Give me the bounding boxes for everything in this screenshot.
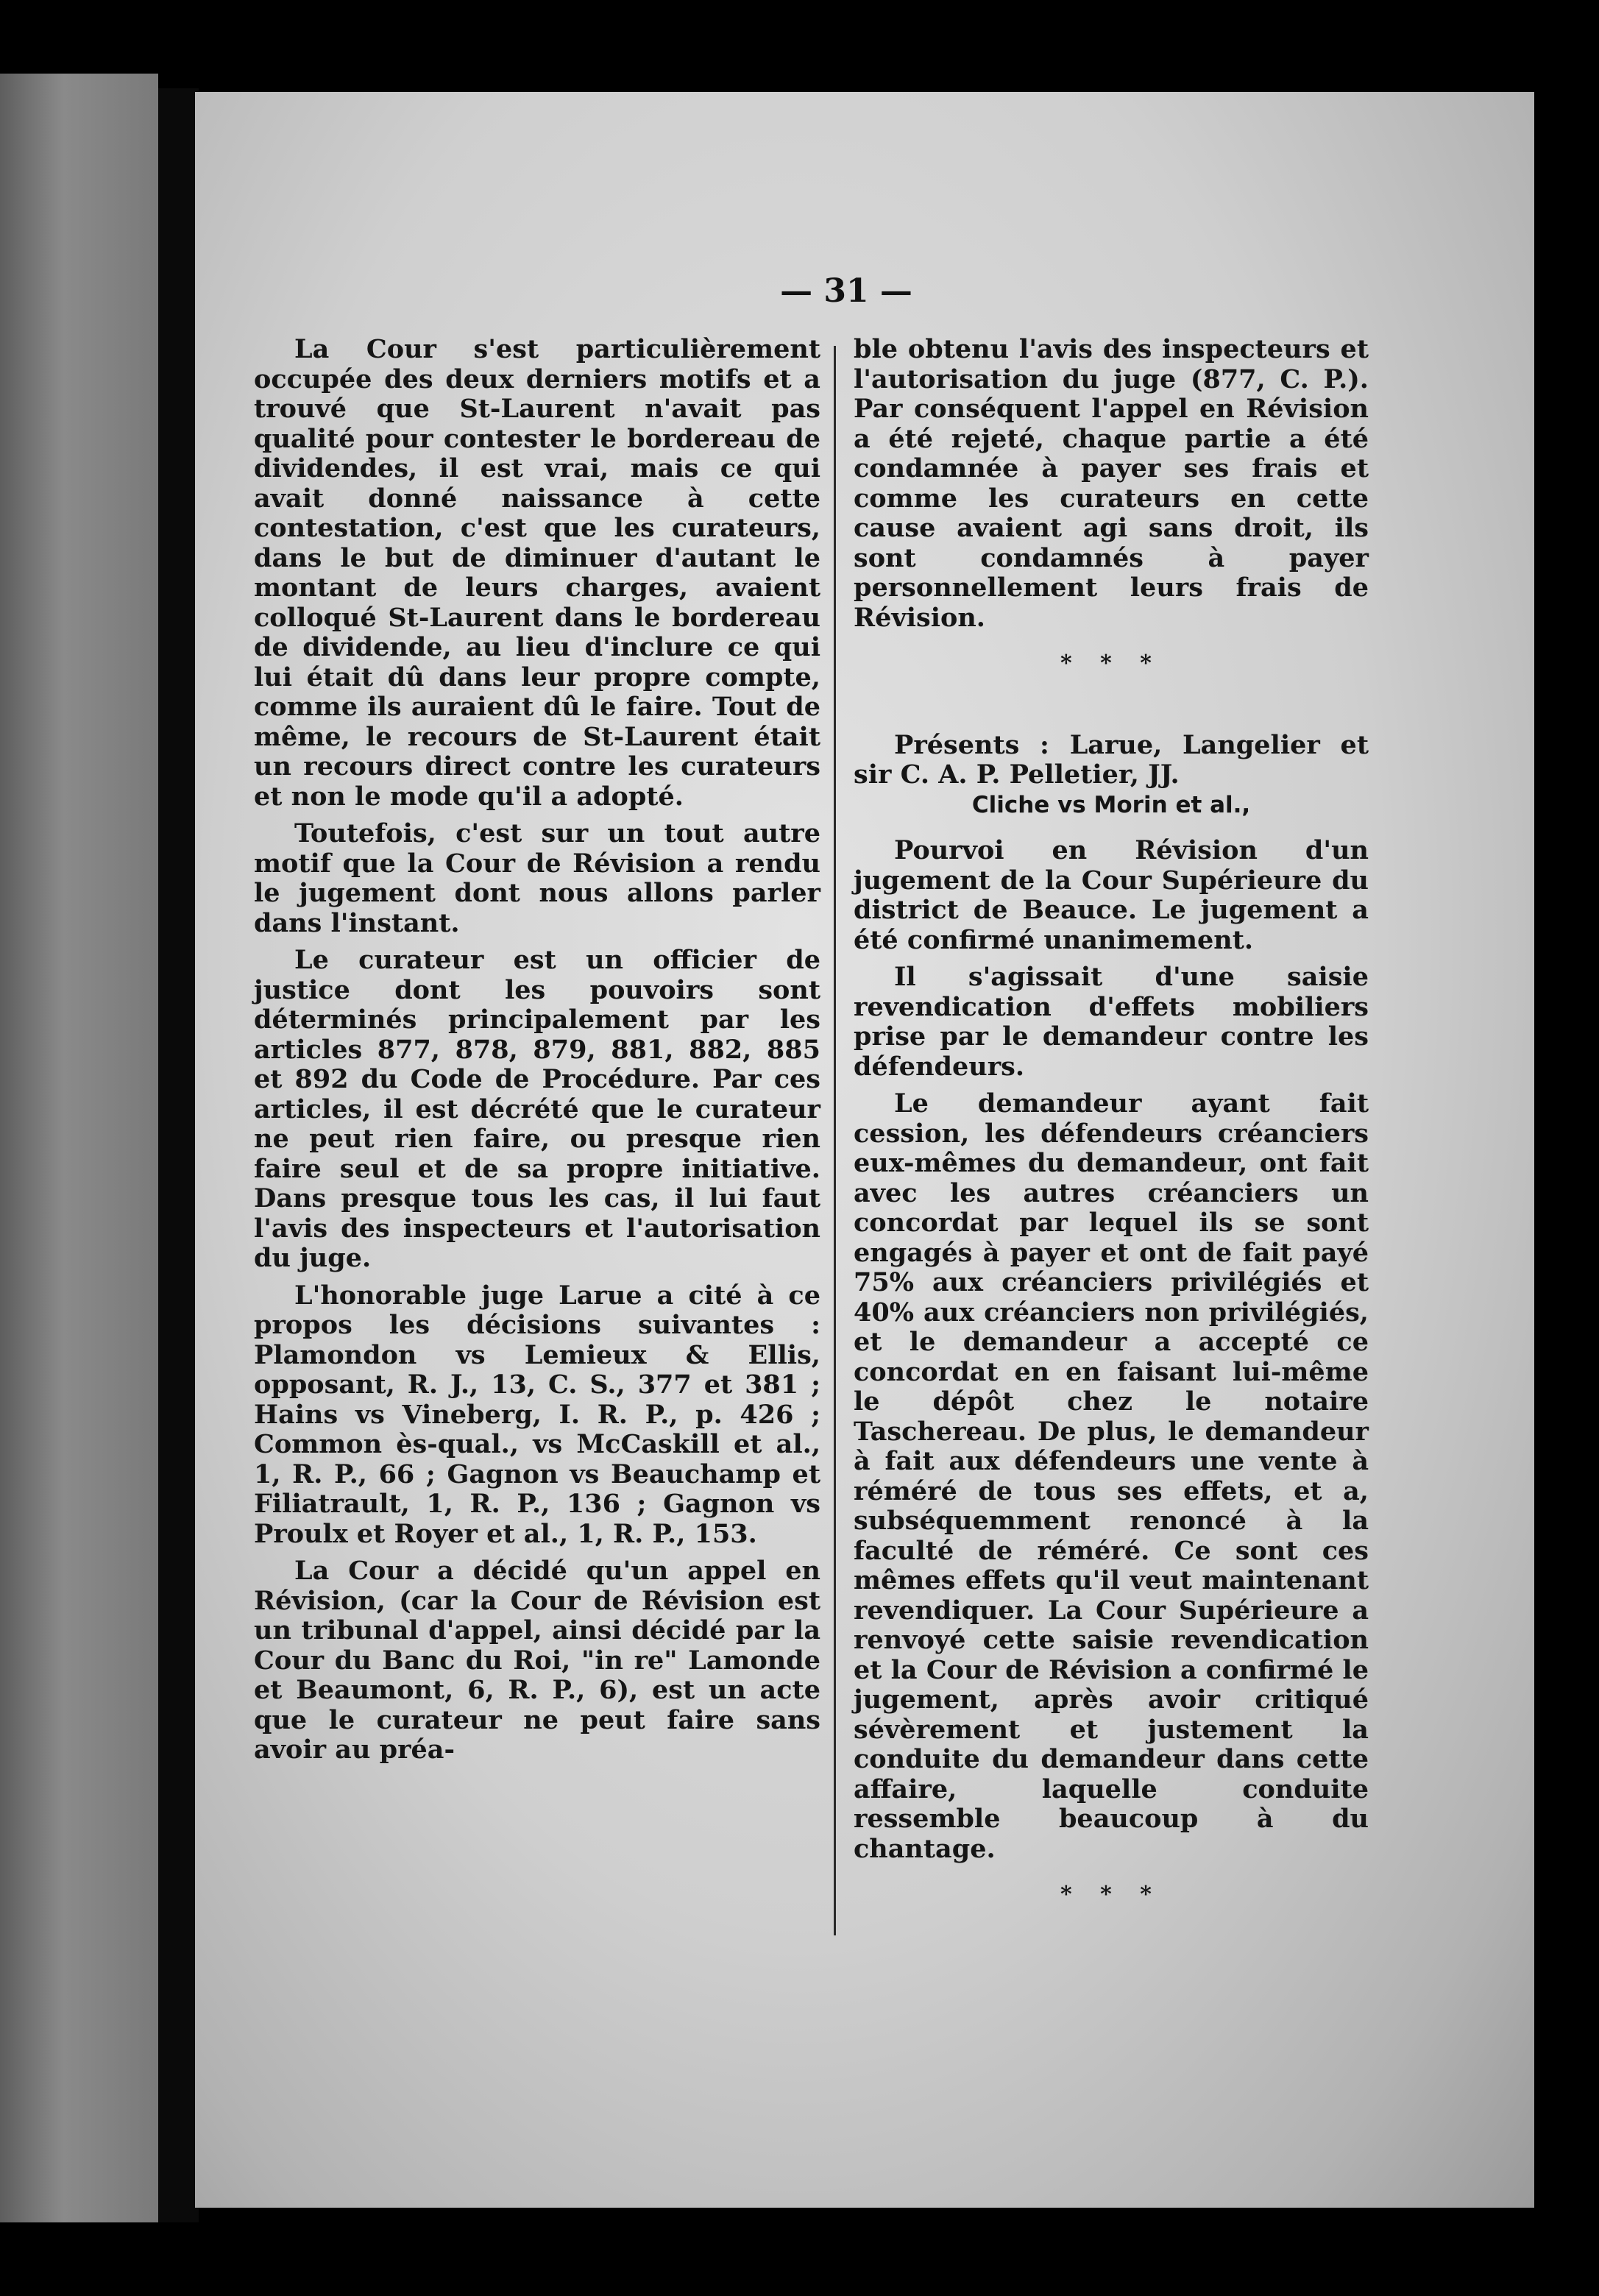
paragraph: La Cour s'est particulièrement occupée des deux derniers motifs et a trouvé que St-Laurent n'avait pas qualité pour contester le bordereau de dividendes, il est vrai, mais ce qui avait donné naissance à cette contestation, c'est que les curateurs, dans le but de diminuer d'autant le montant de leurs charges, avaient colloqué St-Laurent dans le bordereau de dividende, au lieu d'inclure ce qui lui était dû dans leur propre compte, comme ils auraient dû le faire. Tout de même, le recours de St-Laurent était un recours direct contre les curateurs et non le mode qu'il a adopté.	[254, 334, 820, 812]
paragraph-continued: ble obtenu l'avis des inspecteurs et l'autorisation du juge (877, C. P.). Par conséquent l'appel en Révision a été rejeté, chaque partie a été condamnée à payer ses frais et comme les curateurs en cette cause avaient agi sans droit, ils sont condamnés à payer personnellement leurs frais de Révision.	[854, 334, 1369, 633]
left-column	[254, 335, 820, 1765]
right-column	[854, 335, 1369, 1927]
paragraph: Le curateur est un officier de justice dont les pouvoirs sont déterminés principalement par les articles 877, 878, 879, 881, 882, 885 et 892 du Code de Procédure. Par ces articles, il est décrété que le curateur ne peut rien faire, ou presque rien faire seul et de sa propre initiative. Dans presque tous les cas, il lui faut l'avis des inspecteurs et l'autorisation du juge.	[254, 945, 820, 1273]
column-divider	[834, 346, 836, 1935]
case-title: Cliche vs Morin et al.,	[971, 791, 1251, 818]
page-number: — 31 —	[780, 272, 912, 310]
book-gutter	[158, 88, 199, 2222]
spacer	[854, 695, 1369, 731]
section-separator: * * *	[1060, 1882, 1162, 1907]
paragraph: Pourvoi en Révision d'un jugement de la Cour Supérieure du district de Beauce. Le jugement a été confirmé unanimement.	[854, 835, 1369, 955]
paragraph: La Cour a décidé qu'un appel en Révision, (car la Cour de Révision est un tribunal d'appel, ainsi décidé par la Cour du Banc du Roi, "in re" Lamonde et Beaumont, 6, R. P., 6), est un acte que le curateur ne peut faire sans avoir au préa-	[254, 1556, 820, 1765]
paragraph: L'honorable juge Larue a cité à ce propos les décisions suivantes : Plamondon vs Lemieux & Ellis, opposant, R. J., 13, C. S., 377 et 381 ; Hains vs Vineberg, I. R. P., p. 426 ; Common ès-qual., vs McCaskill et al., 1, R. P., 66 ; Gagnon vs Beauchamp et Filiatrault, 1, R. P., 136 ; Gagnon vs Proulx et Royer et al., 1, R. P., 153.	[254, 1280, 820, 1549]
paragraph: Il s'agissait d'une saisie revendication d'effets mobiliers prise par le demandeur contre les défendeurs.	[854, 962, 1369, 1082]
paragraph: Le demandeur ayant fait cession, les défendeurs créanciers eux-mêmes du demandeur, ont fait avec les autres créanciers un concordat par lequel ils se sont engagés à payer et ont de fait payé 75% aux créanciers privilégiés et 40% aux créanciers non privilégiés, et le demandeur a accepté ce concordat en en faisant lui-même le dépôt chez le notaire Taschereau. De plus, le demandeur à fait aux défendeurs une vente à réméré de tous ses effets, et a, subséquemment renoncé à la faculté de réméré. Ce sont ces mêmes effets qu'il veut maintenant revendiquer. La Cour Supérieure a renvoyé cette saisie revendication et la Cour de Révision a confirmé le jugement, après avoir critiqué sévèrement et justement la conduite du demandeur dans cette affaire, laquelle conduite ressemble beaucoup à du chantage.	[854, 1088, 1369, 1864]
section-separator: * * *	[1060, 651, 1162, 676]
previous-page-edge	[0, 74, 158, 2222]
paragraph: Toutefois, c'est sur un tout autre motif que la Cour de Révision a rendu le jugement dont nous allons parler dans l'instant.	[254, 818, 820, 938]
judges-present: Présents : Larue, Langelier et sir C. A. P. Pelletier, JJ.	[854, 729, 1369, 790]
